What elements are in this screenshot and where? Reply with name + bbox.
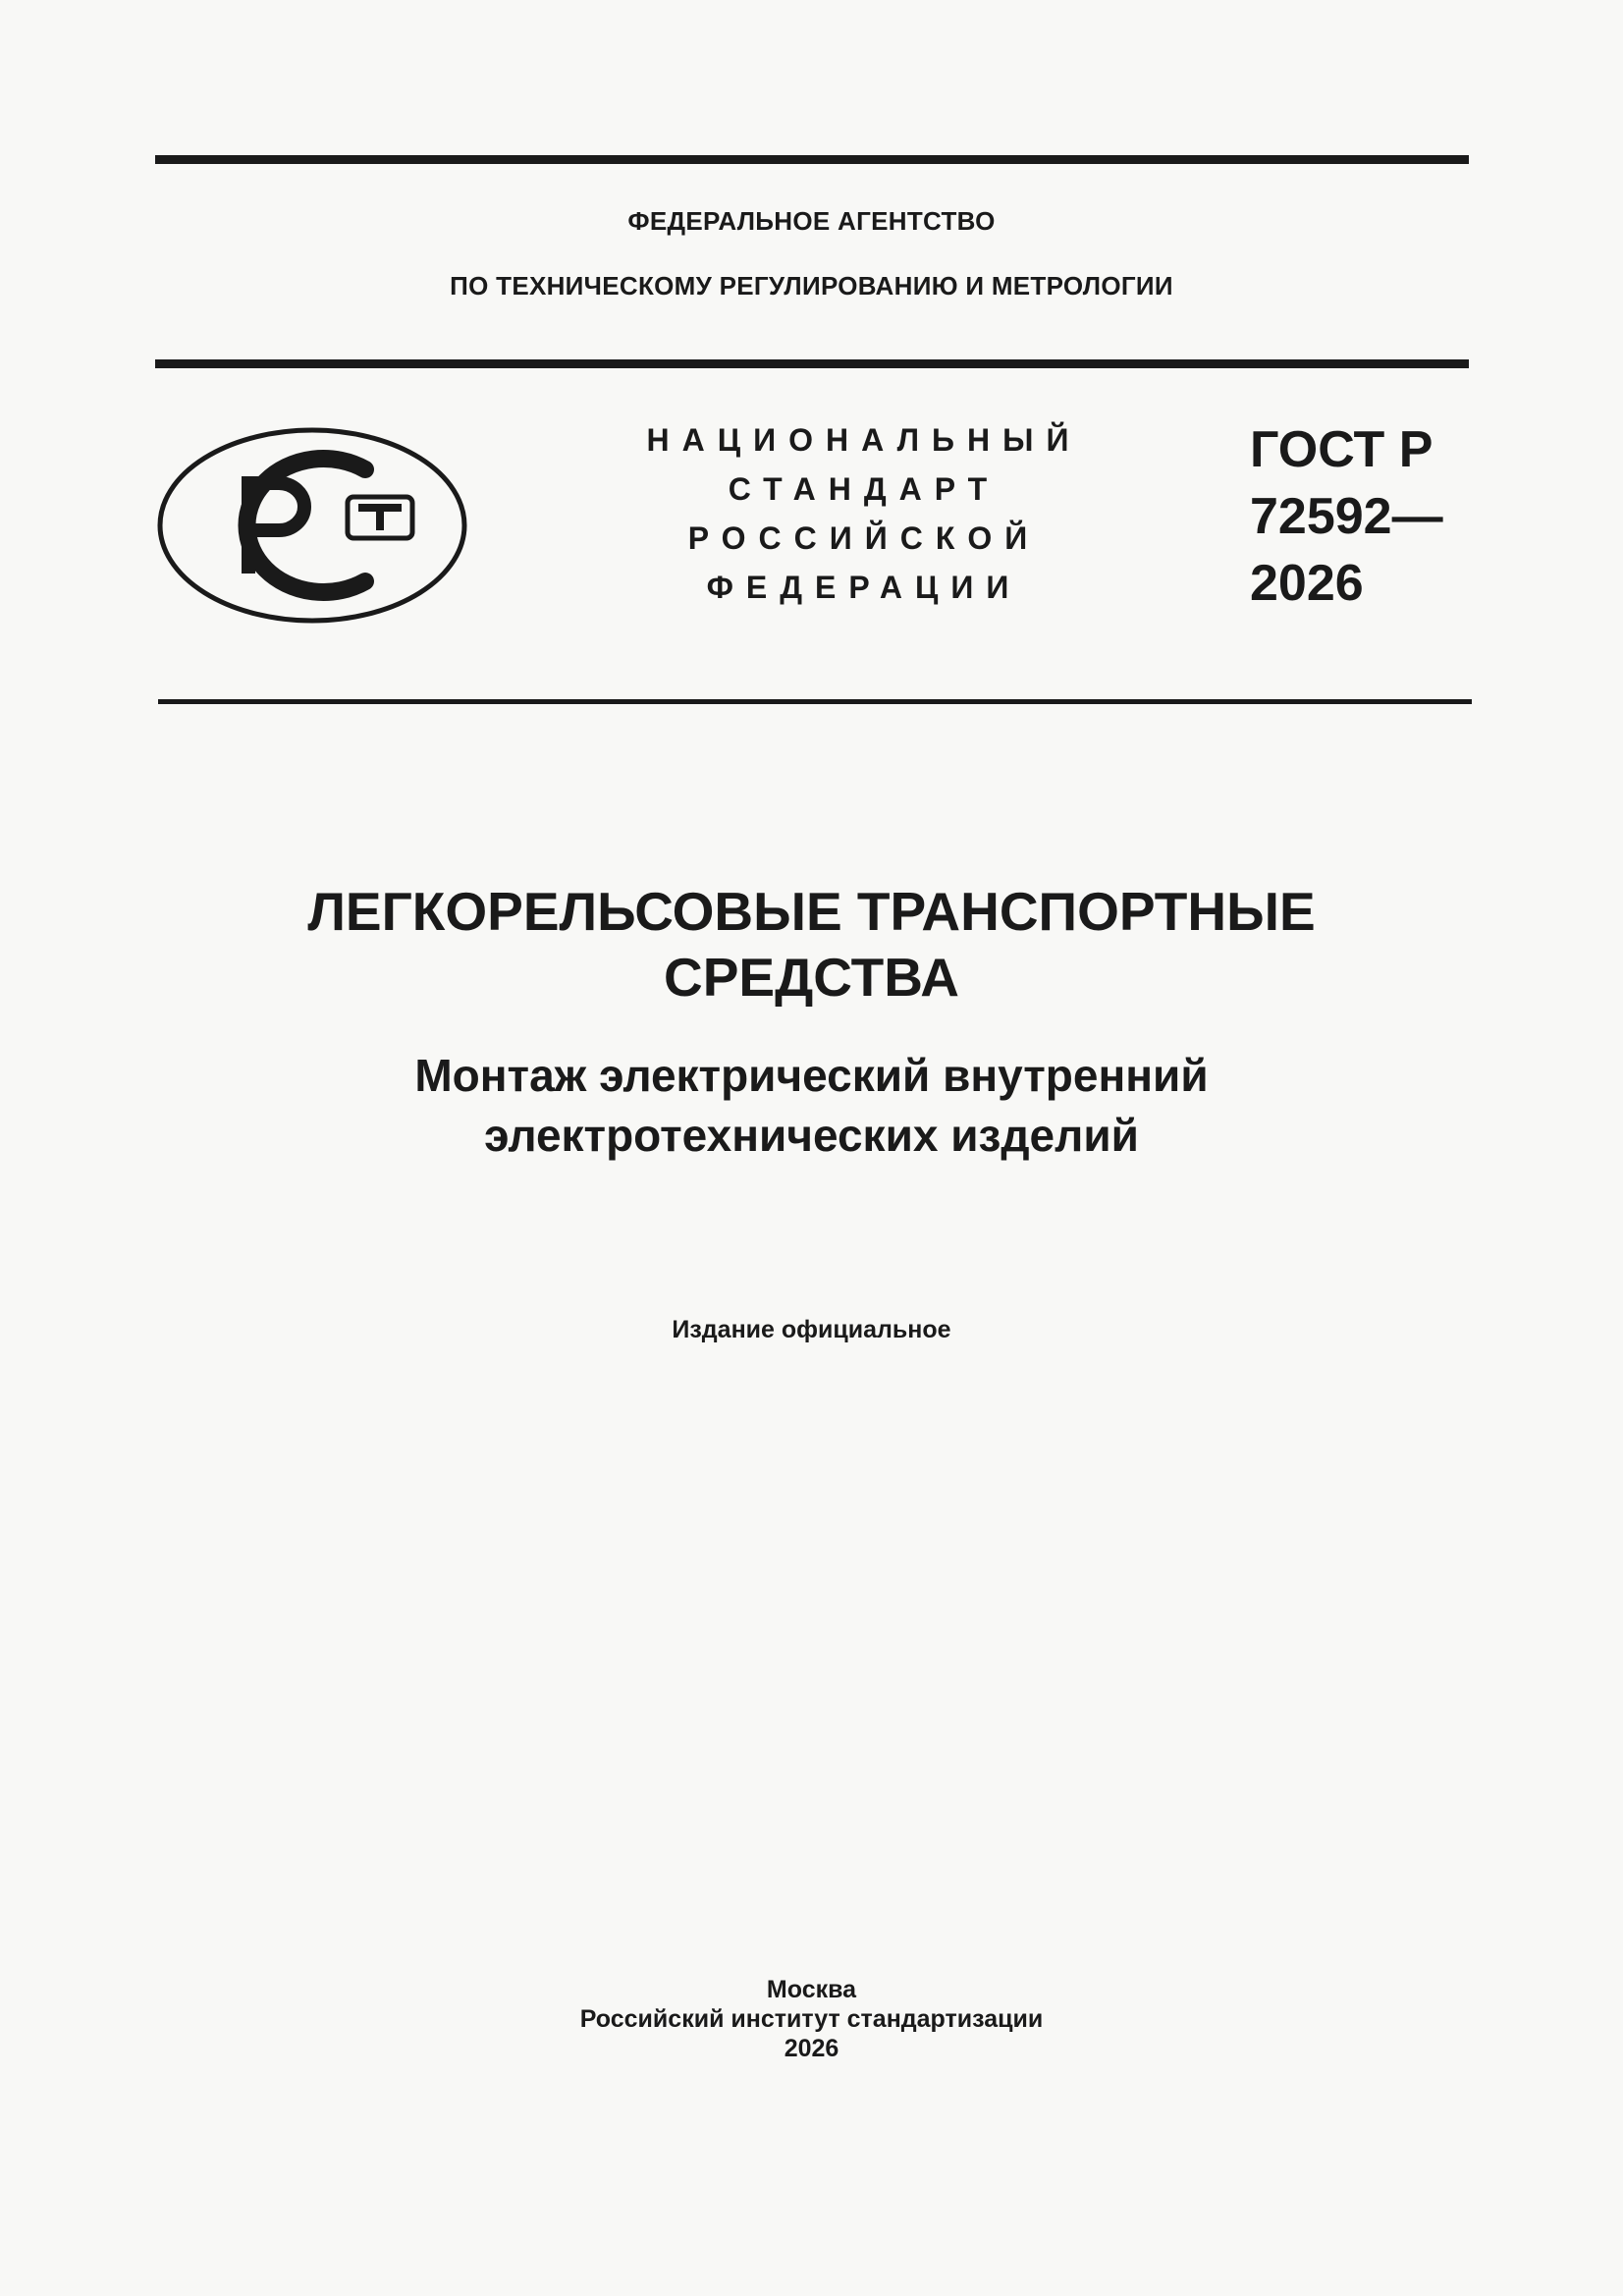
section-rule xyxy=(158,699,1472,704)
document-subtitle-line-2: электротехнических изделий xyxy=(484,1110,1139,1161)
standard-type-line-2: СТАНДАРТ xyxy=(728,471,1001,507)
header-rule xyxy=(155,359,1469,368)
rst-certification-mark-icon xyxy=(155,426,469,625)
edition-label: Издание официальное xyxy=(672,1316,951,1343)
imprint-publisher: Российский институт стандартизации xyxy=(579,2005,1044,2033)
standard-type-line-1: НАЦИОНАЛЬНЫЙ xyxy=(646,422,1082,458)
agency-name-line-1: ФЕДЕРАЛЬНОЕ АГЕНТСТВО xyxy=(627,206,996,236)
designation-line-3: 2026 xyxy=(1250,555,1364,612)
standard-type-line-4: ФЕДЕРАЦИИ xyxy=(706,570,1022,605)
top-rule xyxy=(155,155,1469,164)
agency-name-line-2: ПО ТЕХНИЧЕСКОМУ РЕГУЛИРОВАНИЮ И МЕТРОЛОГИИ xyxy=(450,271,1173,301)
designation-line-1: ГОСТ Р xyxy=(1250,421,1434,478)
document-title-line-2: СРЕДСТВА xyxy=(664,947,959,1008)
standard-type-line-3: РОССИЙСКОЙ xyxy=(687,520,1041,556)
document-subtitle-line-1: Монтаж электрический внутренний xyxy=(414,1050,1209,1101)
designation-line-2: 72592— xyxy=(1250,488,1443,545)
document-title-line-1: ЛЕГКОРЕЛЬСОВЫЕ ТРАНСПОРТНЫЕ xyxy=(307,881,1316,942)
imprint-city: Москва xyxy=(766,1976,857,2003)
imprint-year: 2026 xyxy=(784,2035,839,2062)
